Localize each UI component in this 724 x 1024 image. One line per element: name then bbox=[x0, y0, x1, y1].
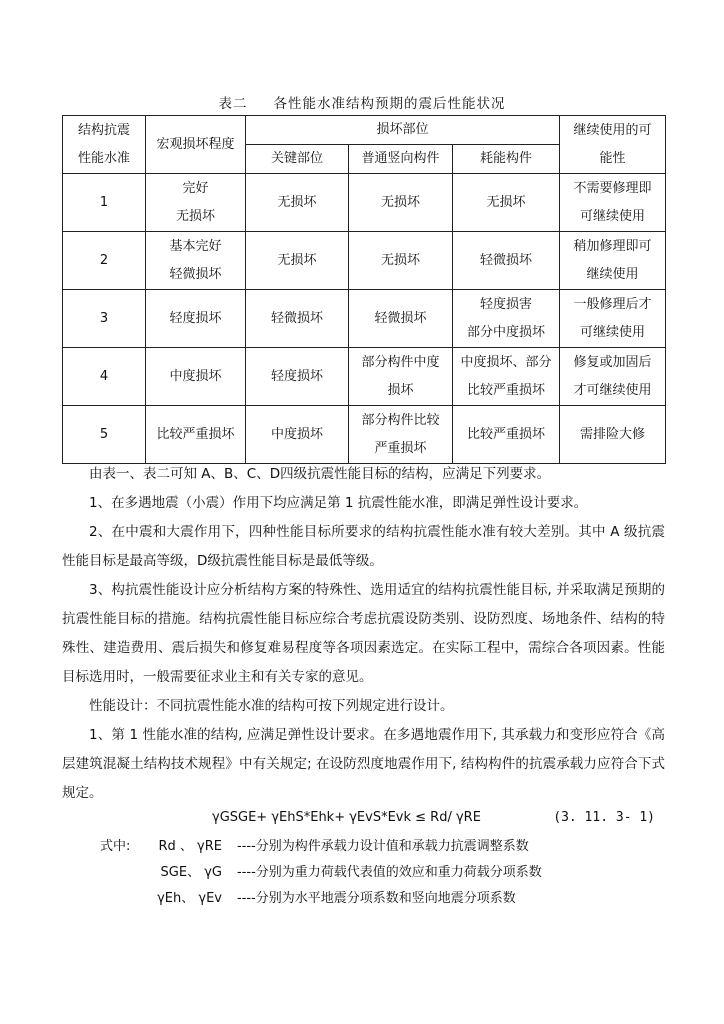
cell-vertical bbox=[349, 290, 453, 348]
cell-line: 无损坏 bbox=[380, 252, 420, 268]
paragraph-performance-design: 性能设计：不同抗震性能水准的结构可按下列规定进行设计。 bbox=[89, 698, 454, 714]
definition-lead: 式中: bbox=[100, 839, 131, 854]
cell-line: 轻微损坏 bbox=[374, 310, 427, 326]
paragraph-rule-2: 2、在中震和大震作用下，四种性能目标所要求的结构抗震性能水准有较大差别。其中 A 级抗震性能目标是最高等级，D级抗震性能目标是最低等级。 bbox=[62, 524, 665, 569]
cell-line: 轻微损坏 bbox=[169, 266, 222, 282]
cell-vertical bbox=[349, 348, 453, 406]
cell-macro bbox=[146, 348, 246, 406]
cell-energy bbox=[453, 174, 560, 232]
cell-macro bbox=[146, 232, 246, 290]
table-row bbox=[63, 406, 666, 464]
cell-level: 2 bbox=[63, 232, 146, 290]
header-energy: 耗能构件 bbox=[453, 145, 560, 174]
header-vertical: 普通竖向构件 bbox=[349, 145, 453, 174]
cell-level: 5 bbox=[63, 406, 146, 464]
cell-line: 损坏 bbox=[387, 382, 414, 398]
cell-macro bbox=[146, 290, 246, 348]
definition-row bbox=[62, 834, 665, 860]
cell-line: 部分构件中度 bbox=[361, 354, 440, 370]
paragraph-rule-3: 3、构抗震性能设计应分析结构方案的特殊性、选用适宜的结构抗震性能目标, 并采取满足预期的抗震性能目标的措施。结构抗震性能目标应综合考虑抗震设防类别、设防烈度、场地条件、结构的特殊性、建造费用、震后损失和修复难易程度等各项因素选定。在实际工程中，需综合各项因素。性能目标选用时，一般需要征求业主和有关专家的意见。 bbox=[62, 582, 665, 685]
cell-key bbox=[246, 406, 349, 464]
table-row bbox=[63, 290, 666, 348]
cell-line: 完好 bbox=[182, 180, 209, 196]
cell-vertical bbox=[349, 232, 453, 290]
cell-energy bbox=[453, 348, 560, 406]
paragraph-requirements: 由表一、表二可知 A、B、C、D四级抗震性能目标的结构，应满足下列要求。 bbox=[89, 466, 551, 482]
definition-symbol: γEh、 γEv bbox=[157, 891, 222, 906]
cell-line: 修复或加固后 bbox=[573, 354, 652, 370]
cell-line: 轻度损害 bbox=[480, 296, 533, 312]
performance-table bbox=[62, 115, 666, 464]
cell-line: 比较严重损坏 bbox=[467, 382, 546, 398]
cell-line: 无损坏 bbox=[380, 194, 420, 210]
cell-line: 中度损坏、部分 bbox=[460, 354, 552, 370]
formula-line bbox=[62, 804, 665, 832]
table-row bbox=[63, 348, 666, 406]
cell-line: 严重损坏 bbox=[374, 440, 427, 456]
cell-key bbox=[246, 290, 349, 348]
cell-level: 3 bbox=[63, 290, 146, 348]
table-title: 各性能水准结构预期的震后性能状况 bbox=[273, 96, 506, 112]
definition-description: ----分别为重力荷载代表值的效应和重力荷载分项系数 bbox=[237, 865, 542, 880]
cell-energy bbox=[453, 406, 560, 464]
cell-line: 比较严重损坏 bbox=[467, 426, 546, 442]
cell-vertical bbox=[349, 406, 453, 464]
cell-continue bbox=[560, 348, 666, 406]
cell-key bbox=[246, 174, 349, 232]
cell-line: 部分构件比较 bbox=[361, 412, 440, 428]
cell-line: 可继续使用 bbox=[580, 324, 646, 340]
cell-continue bbox=[560, 174, 666, 232]
definition-symbol: SGE、 γG bbox=[160, 865, 222, 880]
header-key: 关键部位 bbox=[246, 145, 349, 174]
cell-continue bbox=[560, 232, 666, 290]
cell-line: 无损坏 bbox=[175, 208, 215, 224]
definition-row bbox=[62, 886, 665, 912]
cell-line: 基本完好 bbox=[169, 238, 222, 254]
cell-key bbox=[246, 348, 349, 406]
cell-line: 部分中度损坏 bbox=[467, 324, 546, 340]
cell-line: 可继续使用 bbox=[580, 208, 646, 224]
cell-key bbox=[246, 232, 349, 290]
definition-description: ----分别为水平地震分项系数和竖向地震分项系数 bbox=[237, 891, 516, 906]
cell-line: 才可继续使用 bbox=[573, 382, 652, 398]
cell-continue bbox=[560, 406, 666, 464]
definition-symbol: Rd 、 γRE bbox=[158, 839, 222, 854]
table-row bbox=[63, 232, 666, 290]
cell-line: 稍加修理即可 bbox=[573, 238, 652, 254]
definition-row bbox=[62, 860, 665, 886]
cell-line: 无损坏 bbox=[486, 194, 526, 210]
paragraph-level-1: 1、第 1 性能水准的结构, 应满足弹性设计要求。在多遇地震作用下, 其承载力和变形应符合《高层建筑混凝土结构技术规程》中有关规定; 在设防烈度地震作用下, 结构构件的抗震承载力应符合下式规定。 bbox=[62, 727, 665, 801]
cell-energy bbox=[453, 232, 560, 290]
table-row bbox=[63, 174, 666, 232]
cell-line: 继续使用 bbox=[586, 266, 639, 282]
formula-number: (3. 11. 3- 1) bbox=[553, 810, 655, 825]
cell-macro bbox=[146, 174, 246, 232]
header-level: 结构抗震 性能水准 bbox=[63, 116, 146, 174]
header-continue: 继续使用的可 能性 bbox=[560, 116, 666, 174]
table-number: 表二 bbox=[218, 96, 248, 112]
cell-line: 轻度损坏 bbox=[270, 368, 323, 384]
cell-vertical bbox=[349, 174, 453, 232]
table-caption bbox=[0, 92, 724, 112]
cell-line: 中度损坏 bbox=[169, 368, 222, 384]
cell-level: 4 bbox=[63, 348, 146, 406]
cell-line: 中度损坏 bbox=[270, 426, 323, 442]
formula-expression: γGSGE+ γEhS*Ehk+ γEvS*Evk ≤ Rd/ γRE bbox=[212, 810, 481, 825]
definition-description: ----分别为构件承载力设计值和承载力抗震调整系数 bbox=[237, 839, 529, 854]
cell-line: 无损坏 bbox=[277, 252, 317, 268]
cell-line: 轻度损坏 bbox=[169, 310, 222, 326]
cell-line: 无损坏 bbox=[277, 194, 317, 210]
cell-continue bbox=[560, 290, 666, 348]
cell-energy bbox=[453, 290, 560, 348]
cell-line: 轻微损坏 bbox=[480, 252, 533, 268]
cell-line: 轻微损坏 bbox=[270, 310, 323, 326]
cell-line: 需排险大修 bbox=[580, 426, 646, 442]
cell-line: 不需要修理即 bbox=[573, 180, 652, 196]
header-damage-group: 损坏部位 bbox=[246, 116, 560, 145]
cell-line: 比较严重损坏 bbox=[156, 426, 235, 442]
header-macro: 宏观损坏程度 bbox=[146, 116, 246, 174]
cell-level: 1 bbox=[63, 174, 146, 232]
cell-macro bbox=[146, 406, 246, 464]
paragraph-rule-1: 1、在多遇地震（小震）作用下均应满足第 1 抗震性能水准，即满足弹性设计要求。 bbox=[89, 495, 588, 511]
cell-line: 一般修理后才 bbox=[573, 296, 652, 312]
